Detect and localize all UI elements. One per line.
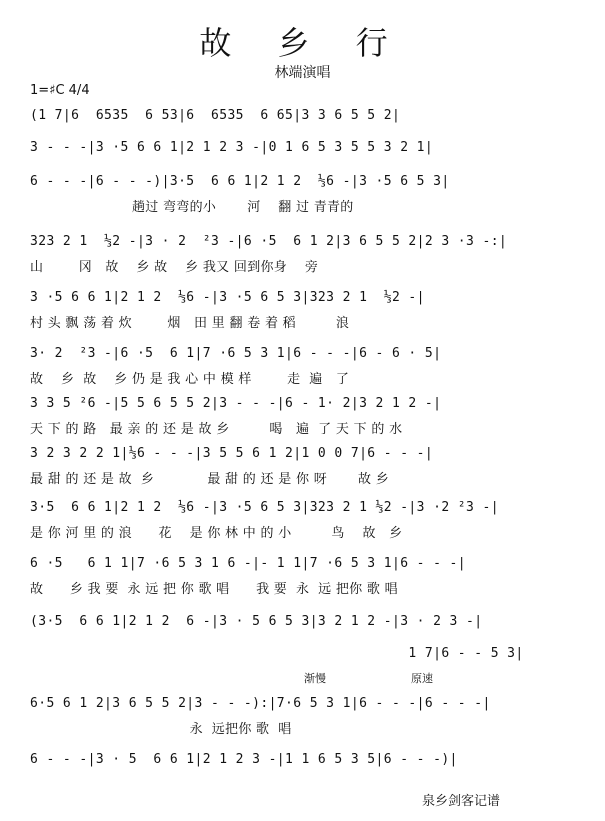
notes-line: 3·5 6 6 1|2 1 2 ⅓6 -|3 ·5 6 5 3|323 2 1 ⅓2 -|3 ·2 ²3 -| <box>30 500 499 515</box>
transcriber-credit: 泉乡剑客记谱 <box>421 794 500 809</box>
lyrics-line: 是 你 河 里 的 浪 花 是 你 林 中 的 小 鸟 故 乡 <box>30 526 403 541</box>
notes-line: 3 - - -|3 ·5 6 6 1|2 1 2 3 -|0 1 6 5 3 5 5 3 2 1| <box>30 140 434 155</box>
notes-line: 3· 2 ²3 -|6 ·5 6 1|7 ·6 5 3 1|6 - - -|6 - 6 · 5| <box>30 346 442 361</box>
notes-line: 1 7|6 - - 5 3| <box>30 646 524 661</box>
lyrics-line: 山 冈 故 乡 故 乡 我又 回到你身 旁 <box>30 260 319 275</box>
notes-line: 323 2 1 ⅓2 -|3 · 2 ²3 -|6 ·5 6 1 2|3 6 5 5 2|2 3 ·3 -:| <box>30 234 508 249</box>
lyrics-line: 故 乡 故 乡 仍 是 我 心 中 模 样 走 遍 了 <box>30 372 350 387</box>
lyrics-line: 天 下 的 路 最 亲 的 还 是 故 乡 喝 遍 了 天 下 的 水 <box>30 422 403 437</box>
notes-line: 6 ·5 6 1 1|7 ·6 5 3 1 6 -|- 1 1|7 ·6 5 3 1|6 - - -| <box>30 556 467 571</box>
notes-line: (3·5 6 6 1|2 1 2 6 -|3 · 5 6 5 3|3 2 1 2 -|3 · 2 3 -| <box>30 614 483 629</box>
tempo-mark-restore: 原速 <box>411 672 433 685</box>
notes-line: 6·5 6 1 2|3 6 5 5 2|3 - - -):|7·6 5 3 1|6 - - -|6 - - -| <box>30 696 491 711</box>
tempo-mark-slow: 渐慢 <box>304 672 326 685</box>
lyrics-line: 最 甜 的 还 是 故 乡 最 甜 的 还 是 你 呀 故 乡 <box>30 472 390 487</box>
notes-line: 3 2 3 2 2 1|⅓6 - - -|3 5 5 6 1 2|1 0 0 7|6 - - -| <box>30 446 434 461</box>
key-signature: 1=♯C 4/4 <box>30 83 90 98</box>
notes-line: 3 3 5 ²6 -|5 5 6 5 5 2|3 - - -|6 - 1· 2|3 2 1 2 -| <box>30 396 442 411</box>
singer-credit: 林端演唱 <box>274 65 331 81</box>
lyrics-line: 永 远把你 歌 唱 <box>30 722 292 737</box>
lyrics-line: 村 头 飘 荡 着 炊 烟 田 里 翻 卷 着 稻 浪 <box>30 316 350 331</box>
notes-line: (1 7|6 6535 6 53|6 6535 6 65|3 3 6 5 5 2| <box>30 108 401 123</box>
lyrics-line: 趟过 弯弯的小 河 翻 过 青青的 <box>30 200 354 215</box>
page-title: 故 乡 行 <box>199 24 406 62</box>
notes-line: 3 ·5 6 6 1|2 1 2 ⅓6 -|3 ·5 6 5 3|323 2 1 ⅓2 -| <box>30 290 425 305</box>
notes-line: 6 - - -|6 - - -)|3·5 6 6 1|2 1 2 ⅓6 -|3 ·5 6 5 3| <box>30 174 450 189</box>
lyrics-line: 故 乡 我 要 永 远 把 你 歌 唱 我 要 永 远 把你 歌 唱 <box>30 582 398 597</box>
notes-line: 6 - - -|3 · 5 6 6 1|2 1 2 3 -|1 1 6 5 3 5|6 - - -)| <box>30 752 458 767</box>
